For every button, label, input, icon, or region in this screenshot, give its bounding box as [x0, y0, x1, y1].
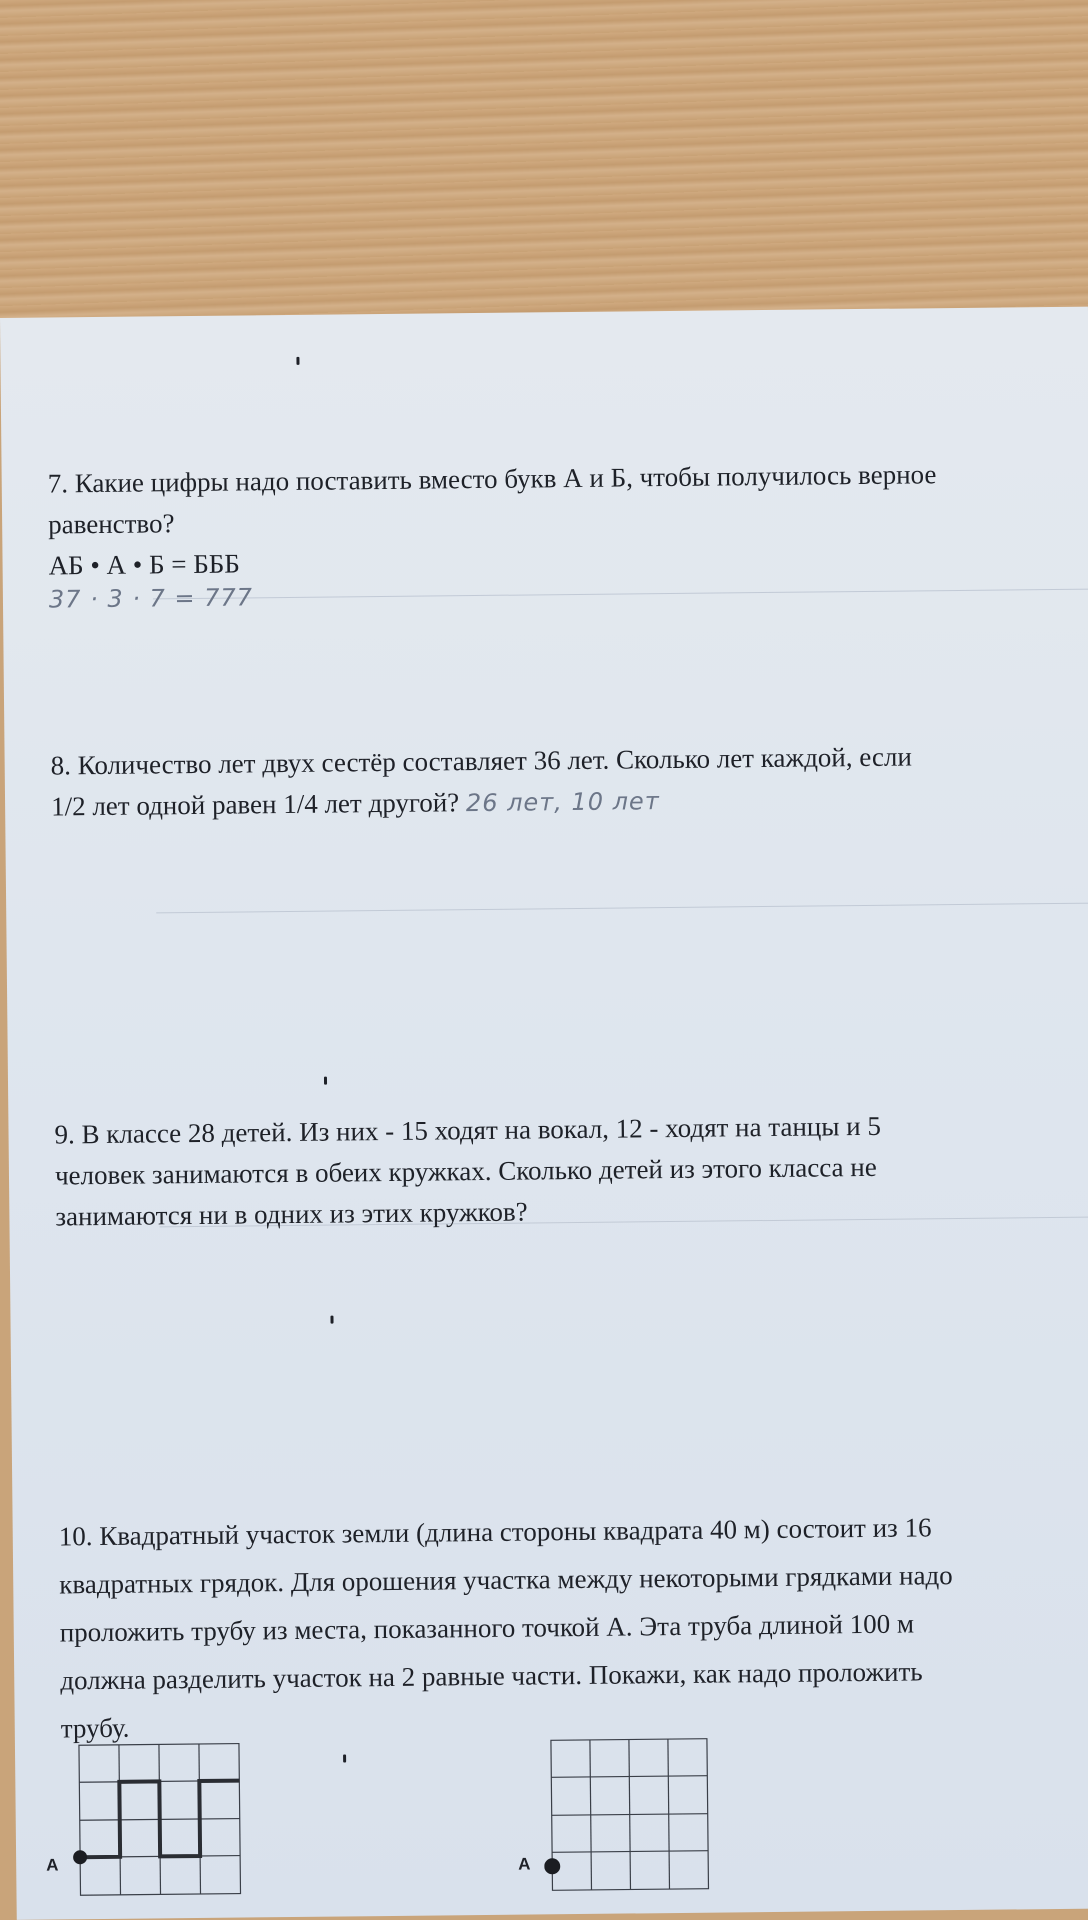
task-7-line-1: 7. Какие цифры надо поставить вместо букв А и Б, чтобы получилось верное [47, 459, 937, 499]
task-8-line-2-text: 1/2 лет одной равен 1/4 лет другой? [50, 787, 460, 822]
task-10-line-4: должна разделить участок на 2 равные части. Покажи, как надо проложить [60, 1656, 923, 1696]
task-7-line-2: равенство? [48, 508, 175, 540]
ink-speck [324, 1077, 327, 1085]
task-7 [48, 454, 938, 614]
task-8-line-1: 8. Количество лет двух сестёр составляет 36 лет. Сколько лет каждой, если [50, 741, 913, 781]
point-a-marker [544, 1858, 560, 1874]
task-7-equation: АБ • А • Б = БББ [48, 548, 240, 581]
task-10-line-3: проложить трубу из места, показанного точкой А. Эта труба длиной 100 м [59, 1608, 915, 1648]
ink-speck [343, 1754, 346, 1762]
ink-speck [296, 357, 299, 365]
task-7-handwritten-answer: 37 · 3 · 7 = 777 [48, 583, 254, 614]
task-8-line-2 [51, 777, 913, 828]
worksheet-page [0, 307, 1088, 1920]
task-10-line-2: квадратных грядок. Для орошения участка между некоторыми грядками надо [59, 1560, 953, 1600]
empty-grid-drawing [543, 1735, 715, 1897]
task-8-handwritten-answer: 26 лет, 10 лет [465, 787, 660, 818]
example-grid-with-solution [71, 1740, 243, 1902]
example-grid-drawing [71, 1740, 243, 1902]
task-10-line-1: 10. Квадратный участок земли (длина стороны квадрата 40 м) состоит из 16 [58, 1512, 932, 1552]
task-10 [59, 1503, 955, 1752]
task-9-line-3: занимаются ни в одних из этих кружков? [55, 1196, 528, 1232]
wooden-table [0, 0, 1088, 340]
fold-line [156, 903, 1088, 914]
task-9-line-2: человек занимаются в обеих кружках. Сколько детей из этого класса не [54, 1151, 877, 1191]
ink-speck [330, 1316, 333, 1324]
task-8 [50, 736, 912, 828]
right-point-a-label: А [518, 1854, 531, 1874]
task-10-line-5: трубу. [60, 1712, 130, 1744]
empty-grid-figure [543, 1735, 715, 1897]
task-9 [54, 1106, 882, 1238]
task-9-line-1: 9. В классе 28 детей. Из них - 15 ходят на вокал, 12 - ходят на танцы и 5 [54, 1110, 882, 1150]
point-a-marker [73, 1850, 87, 1864]
left-point-a-label: А [46, 1855, 59, 1875]
